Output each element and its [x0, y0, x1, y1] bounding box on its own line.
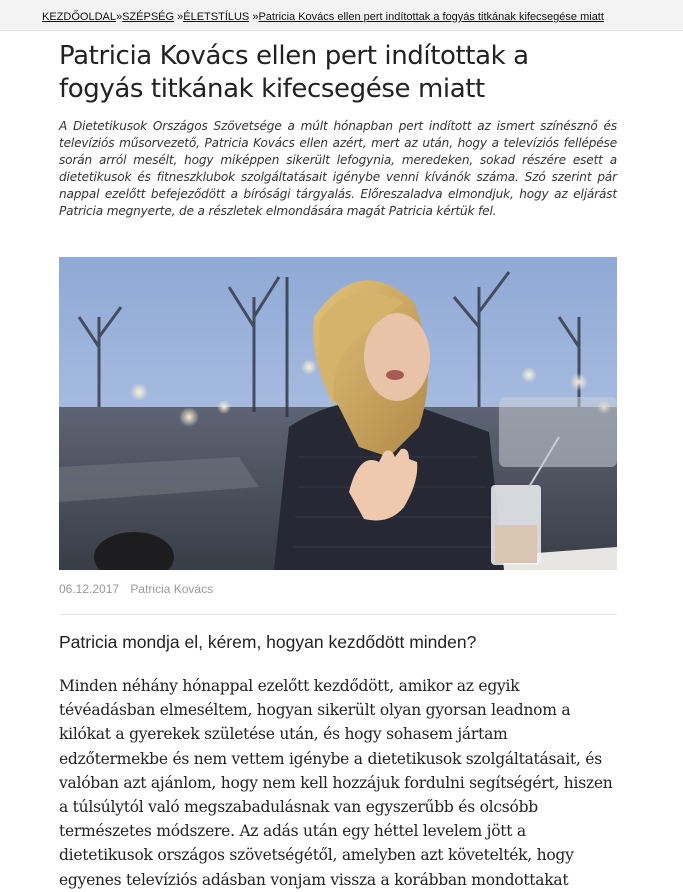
top-bar: [0, 0, 683, 31]
breadcrumb-home-link[interactable]: KEZDŐOLDAL: [42, 11, 116, 23]
breadcrumb-current-link[interactable]: Patricia Kovács ellen pert indítottak a fogyás titkának kifecsegése miatt: [258, 11, 604, 23]
portrait-photo-icon: [59, 257, 617, 570]
breadcrumb-lifestyle-link[interactable]: ÉLETSTÍLUS: [183, 11, 250, 23]
article-meta: [59, 582, 221, 596]
article: [59, 40, 617, 889]
article-author: Patricia Kovács: [130, 582, 214, 596]
breadcrumb-separator: »: [174, 11, 184, 23]
article-lead: A Dietetikusok Országos Szövetsége a múlt hónapban pert indított az ismert színésznő és televíziós műsorvezető, Patricia Kovács ellen azért, mert az után, hogy a televíziós fellépése során arról mesélt, hogy miképpen sikerült lefogynia, meredeken, sokad részére esett a dietetikusok és fitneszklubok szolgáltatásait igénybe venni kívánók száma. Szó szerint pár nappal ezelőtt befejeződött a bírósági tárgyalás. Előreszaladva elmondjuk, hogy az eljárást Patricia megnyerte, de a részletek elmondására magát Patricia kértük fel.: [59, 119, 617, 219]
article-date: 06.12.2017: [59, 582, 120, 596]
article-subheading: Patricia mondja el, kérem, hogyan kezdődött minden?: [59, 632, 477, 652]
breadcrumb-separator: »: [115, 11, 123, 23]
breadcrumb-beauty-link[interactable]: SZÉPSÉG: [122, 11, 175, 23]
divider: [59, 614, 617, 615]
breadcrumb: [42, 11, 604, 23]
breadcrumb-separator: »: [249, 11, 259, 23]
article-photo: [59, 257, 617, 570]
article-body: Minden néhány hónappal ezelőtt kezdődött, amikor az egyik tévéadásban elmeséltem, hogyan sikerült olyan gyorsan leadnom a kilókat a gyerekek születése után, és hogy sohasem jártam edzőtermekbe és nem vettem igénybe a dietetikusok szolgáltatásait, és valóban azt ajánlom, hogy nem kell hozzájuk fordulni segítségért, hiszen a túlsúlytól való megszabadulásnak van egyszerűbb és olcsóbb természetes módszere. Az adás után egy héttel levelem jött a dietetikusok országos szövetségétől, amelyben azt követelték, hogy egyenes televíziós adásban vonjam vissza a korábban mondottakat: [59, 677, 613, 889]
article-title: Patricia Kovács ellen pert indítottak a fogyás titkának kifecsegése miatt: [59, 41, 529, 104]
